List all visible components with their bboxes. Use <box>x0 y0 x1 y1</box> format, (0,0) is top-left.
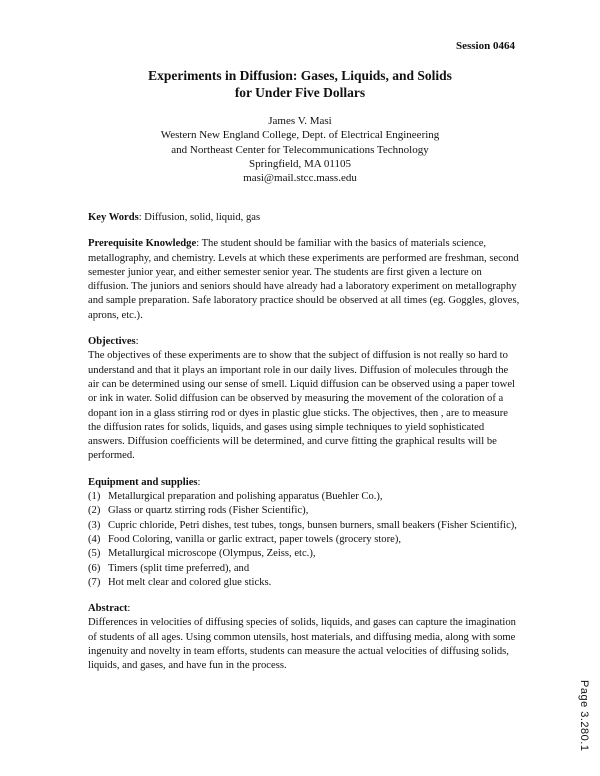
list-item <box>88 490 520 504</box>
abstract-section <box>88 602 520 673</box>
page-number: Page 3.280.1 <box>578 680 590 752</box>
objectives-colon: : <box>135 336 139 348</box>
author-affiliation-2: and Northeast Center for Telecommunications Technology <box>171 143 429 156</box>
list-item-number: (3) <box>88 519 101 531</box>
abstract-heading <box>88 602 520 616</box>
equipment-label: Equipment and supplies <box>88 476 198 488</box>
list-item-number: (2) <box>88 505 101 517</box>
list-item <box>88 562 520 576</box>
author-location: Springfield, MA 01105 <box>249 157 351 170</box>
list-item <box>88 519 520 533</box>
prerequisite-text: : The student should be familiar with the basics of materials science, metallography, and chemistry. Levels at which these experiments are performed are freshman, second semester junior year, and either semester senior year. The students are first given a lecture on diffusion. The juniors and seniors should have already had a laboratory experiment on metallography and sample preparation. Safe laboratory practice should be observed at all times (eg. Goggles, gloves, aprons, etc.). <box>88 238 520 321</box>
list-item <box>88 547 520 561</box>
list-item-text: Metallurgical microscope (Olympus, Zeiss, etc.), <box>108 548 316 560</box>
keywords-text: : Diffusion, solid, liquid, gas <box>138 212 261 223</box>
list-item-number: (7) <box>88 576 101 588</box>
list-item <box>88 533 520 547</box>
objectives-heading <box>88 335 520 349</box>
list-item-number: (5) <box>88 548 101 560</box>
title-line-1: Experiments in Diffusion: Gases, Liquids, and Solids <box>148 68 452 83</box>
abstract-text: Differences in velocities of diffusing species of solids, liquids, and gases can capture the imagination of students of all ages. Using common utensils, host materials, and diffusing media, along with some ingenuity and novelty in team efforts, students can measure the actual velocities of diffusing solids, liquids, and gases, and have fun in the process. <box>88 617 516 672</box>
abstract-label: Abstract <box>88 603 128 615</box>
prerequisite-paragraph <box>88 237 520 323</box>
list-item-text: Metallurgical preparation and polishing apparatus (Buehler Co.), <box>108 491 383 503</box>
author-block <box>0 114 600 185</box>
author-affiliation-1: Western New England College, Dept. of Electrical Engineering <box>160 129 440 142</box>
list-item-number: (1) <box>88 491 101 503</box>
abstract-colon: : <box>127 603 131 615</box>
objectives-label: Objectives <box>88 336 136 348</box>
title-line-2: for Under Five Dollars <box>234 85 366 100</box>
session-number: Session 0464 <box>456 40 515 52</box>
list-item <box>88 504 520 518</box>
paper-title <box>0 67 600 101</box>
list-item <box>88 576 520 590</box>
equipment-section <box>88 476 520 590</box>
author-name: James V. Masi <box>268 115 332 127</box>
prerequisite-label: Prerequisite Knowledge <box>88 238 197 250</box>
list-item-number: (4) <box>88 533 101 545</box>
author-email: masi@mail.stcc.mass.edu <box>243 172 357 185</box>
keywords-paragraph <box>88 211 520 225</box>
equipment-heading <box>88 476 520 490</box>
list-item-number: (6) <box>88 562 101 574</box>
list-item-text: Hot melt clear and colored glue sticks. <box>108 576 272 588</box>
keywords-label: Key Words <box>88 212 139 223</box>
objectives-section <box>88 335 520 464</box>
list-item-text: Timers (split time preferred), and <box>108 562 250 574</box>
list-item-text: Glass or quartz stirring rods (Fisher Scientific), <box>108 505 309 517</box>
list-item-text: Food Coloring, vanilla or garlic extract, paper towels (grocery store), <box>108 533 401 545</box>
equipment-colon: : <box>197 476 201 488</box>
list-item-text: Cupric chloride, Petri dishes, test tubes, tongs, bunsen burners, small beakers (Fisher Scientific), <box>108 519 517 531</box>
paper-body <box>88 211 520 686</box>
objectives-text: The objectives of these experiments are to show that the subject of diffusion is not really so hard to understand and that it plays an important role in our daily lives. Diffusion of molecules through the air can be determined using our sense of smell. Liquid diffusion can be observed using a paper towel or ink in water. Solid diffusion can be observed by measuring the movement of the coloration of a dopant ion in a glass stirring rod or dyes in plastic glue sticks. The objectives, then , are to measure the diffusion rates for solids, liquids, and gases using simple techniques to yield sophisticated answers. Diffusion coefficients will be determined, and curve fitting the graphical results will be performed. <box>88 350 515 462</box>
